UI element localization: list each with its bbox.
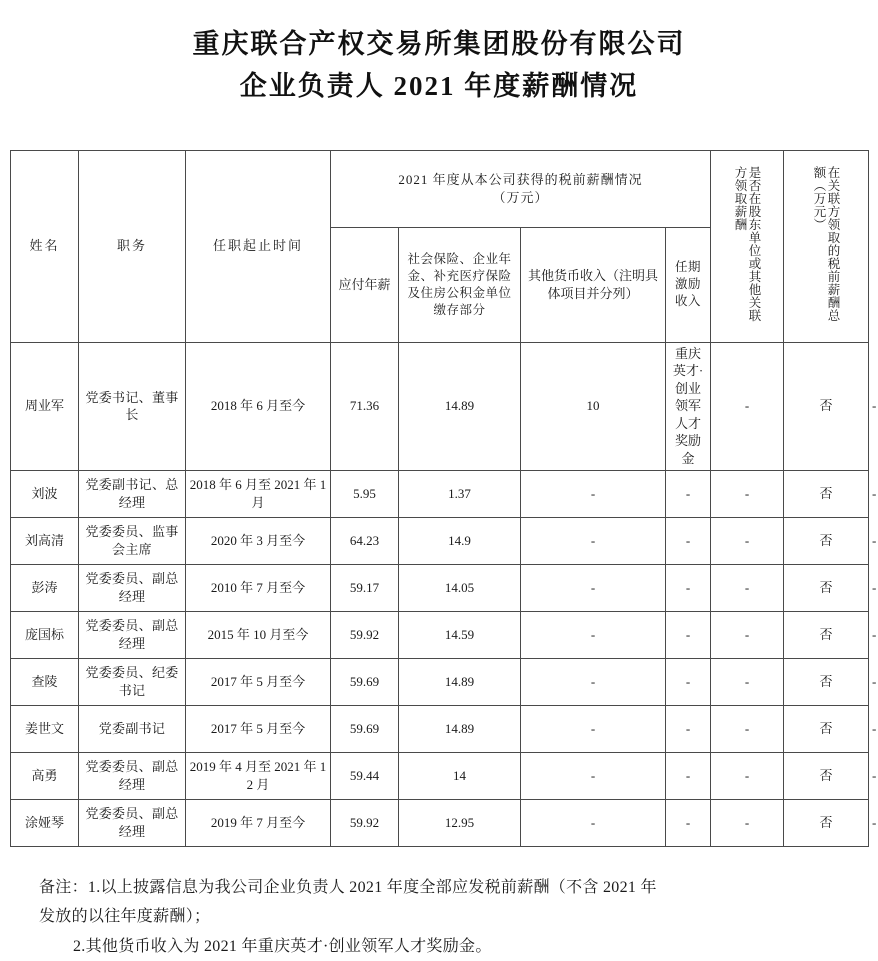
cell-period: 2017 年 5 月至今	[186, 658, 331, 705]
header-period: 任职起止时间	[186, 150, 331, 342]
header-row-group	[11, 150, 869, 227]
table-row: 刘波 党委副书记、总经理 2018 年 6 月至 2021 年 1 月 5.95 1.37 - - - 否 -	[11, 470, 869, 517]
cell-name: 刘高清	[11, 517, 79, 564]
cell-other-income-note: 重庆英才·创业领军人才奖励金	[666, 342, 711, 470]
cell-position: 党委委员、副总经理	[79, 564, 186, 611]
title-line-company: 重庆联合产权交易所集团股份有限公司	[192, 29, 686, 59]
cell-social-insurance: 14.05	[399, 564, 521, 611]
cell-other-income-note: -	[666, 470, 711, 517]
cell-related-party-yn: 否	[784, 799, 869, 846]
cell-social-insurance: 14.89	[399, 342, 521, 470]
cell-name: 庞国标	[11, 611, 79, 658]
cell-position: 党委委员、纪委书记	[79, 658, 186, 705]
compensation-table-container	[10, 108, 877, 847]
cell-related-party-yn: 否	[784, 611, 869, 658]
cell-related-party-yn: 否	[784, 342, 869, 470]
header-group-pretax-label: 2021 年度从本公司获得的税前薪酬情况	[398, 172, 643, 188]
table-row: 庞国标 党委委员、副总经理 2015 年 10 月至今 59.92 14.59 - - - 否 -	[11, 611, 869, 658]
cell-annual-salary: 59.17	[331, 564, 399, 611]
cell-tenure-incentive: -	[711, 658, 784, 705]
cell-name: 查陵	[11, 658, 79, 705]
header-group-unit-label: （万元）	[492, 189, 549, 205]
header-related-party-amount: 在关联方领取的税前薪酬总额（万元）	[784, 150, 869, 342]
cell-annual-salary: 64.23	[331, 517, 399, 564]
table-row: 刘高清 党委委员、监事会主席 2020 年 3 月至今 64.23 14.9 - - - 否 -	[11, 517, 869, 564]
cell-related-party-yn: 否	[784, 658, 869, 705]
cell-name: 彭涛	[11, 564, 79, 611]
table-row: 姜世文 党委副书记 2017 年 5 月至今 59.69 14.89 - - - 否 -	[11, 705, 869, 752]
cell-other-income-note: -	[666, 752, 711, 799]
header-tenure-incentive: 任期激励收入	[666, 227, 711, 342]
header-related-party-yn: 是否在股东单位或其他关联方领取薪酬	[711, 150, 784, 342]
table-row: 查陵 党委委员、纪委书记 2017 年 5 月至今 59.69 14.89 - - - 否 -	[11, 658, 869, 705]
cell-tenure-incentive: -	[711, 799, 784, 846]
cell-position: 党委书记、董事长	[79, 342, 186, 470]
cell-period: 2020 年 3 月至今	[186, 517, 331, 564]
cell-tenure-incentive: -	[711, 564, 784, 611]
cell-tenure-incentive: -	[711, 752, 784, 799]
title-line-subject: 企业负责人 2021 年度薪酬情况	[239, 70, 639, 101]
cell-period: 2010 年 7 月至今	[186, 564, 331, 611]
cell-annual-salary: 59.69	[331, 658, 399, 705]
table-row: 涂娅琴 党委委员、副总经理 2019 年 7 月至今 59.92 12.95 - - - 否 -	[11, 799, 869, 846]
header-group-pretax-compensation	[331, 150, 711, 227]
table-row: 周业军 党委书记、董事长 2018 年 6 月至今 71.36 14.89 10 重庆英才·创业领军人才奖励金 - 否 -	[11, 342, 869, 470]
cell-period: 2018 年 6 月至 2021 年 1 月	[186, 470, 331, 517]
table-row: 彭涛 党委委员、副总经理 2010 年 7 月至今 59.17 14.05 - - - 否 -	[11, 564, 869, 611]
cell-position: 党委委员、监事会主席	[79, 517, 186, 564]
cell-annual-salary: 59.69	[331, 705, 399, 752]
footnote-line-1: 备注：1.以上披露信息为我公司企业负责人 2021 年度全部应发税前薪酬（不含 2021 年	[39, 878, 657, 896]
cell-social-insurance: 12.95	[399, 799, 521, 846]
header-position: 职务	[79, 150, 186, 342]
cell-social-insurance: 14.9	[399, 517, 521, 564]
cell-other-income-note: -	[666, 799, 711, 846]
cell-other-income: -	[521, 705, 666, 752]
cell-other-income: -	[521, 658, 666, 705]
compensation-table	[10, 150, 877, 847]
cell-annual-salary: 71.36	[331, 342, 399, 470]
cell-social-insurance: 14.89	[399, 705, 521, 752]
cell-social-insurance: 14.89	[399, 658, 521, 705]
cell-period: 2015 年 10 月至今	[186, 611, 331, 658]
header-social-insurance: 社会保险、企业年金、补充医疗保险及住房公积金单位缴存部分	[399, 227, 521, 342]
cell-tenure-incentive: -	[711, 517, 784, 564]
cell-other-income-note: -	[666, 564, 711, 611]
cell-other-income: 10	[521, 342, 666, 470]
cell-annual-salary: 59.92	[331, 799, 399, 846]
cell-name: 涂娅琴	[11, 799, 79, 846]
cell-social-insurance: 14	[399, 752, 521, 799]
cell-other-income-note: -	[666, 517, 711, 564]
cell-period: 2019 年 7 月至今	[186, 799, 331, 846]
cell-related-party-yn: 否	[784, 564, 869, 611]
header-name: 姓名	[11, 150, 79, 342]
cell-period: 2018 年 6 月至今	[186, 342, 331, 470]
cell-tenure-incentive: -	[711, 611, 784, 658]
table-row: 高勇 党委委员、副总经理 2019 年 4 月至 2021 年 12 月 59.44 14 - - - 否 -	[11, 752, 869, 799]
cell-related-party-yn: 否	[784, 705, 869, 752]
cell-other-income: -	[521, 799, 666, 846]
table-body	[11, 342, 877, 846]
cell-tenure-incentive: -	[711, 470, 784, 517]
cell-name: 刘波	[11, 470, 79, 517]
header-annual-salary: 应付年薪	[331, 227, 399, 342]
table-header	[11, 150, 869, 342]
footnote-line-3: 2.其他货币收入为 2021 年重庆英才·创业领军人才奖励金。	[73, 937, 492, 955]
cell-other-income-note: -	[666, 705, 711, 752]
header-other-income: 其他货币收入（注明具体项目并分列）	[521, 227, 666, 342]
cell-position: 党委委员、副总经理	[79, 611, 186, 658]
cell-related-party-yn: 否	[784, 470, 869, 517]
cell-period: 2017 年 5 月至今	[186, 705, 331, 752]
cell-other-income-note: -	[666, 611, 711, 658]
cell-name: 姜世文	[11, 705, 79, 752]
cell-annual-salary: 59.92	[331, 611, 399, 658]
cell-tenure-incentive: -	[711, 705, 784, 752]
cell-other-income: -	[521, 611, 666, 658]
cell-other-income: -	[521, 470, 666, 517]
cell-annual-salary: 5.95	[331, 470, 399, 517]
cell-position: 党委委员、副总经理	[79, 752, 186, 799]
footnotes	[39, 847, 839, 961]
cell-related-party-yn: 否	[784, 752, 869, 799]
cell-position: 党委副书记	[79, 705, 186, 752]
cell-other-income: -	[521, 752, 666, 799]
cell-other-income: -	[521, 564, 666, 611]
cell-other-income: -	[521, 517, 666, 564]
cell-name: 周业军	[11, 342, 79, 470]
cell-tenure-incentive: -	[711, 342, 784, 470]
cell-position: 党委副书记、总经理	[79, 470, 186, 517]
cell-annual-salary: 59.44	[331, 752, 399, 799]
cell-social-insurance: 14.59	[399, 611, 521, 658]
cell-position: 党委委员、副总经理	[79, 799, 186, 846]
cell-social-insurance: 1.37	[399, 470, 521, 517]
page-title	[0, 0, 878, 108]
cell-other-income-note: -	[666, 658, 711, 705]
cell-related-party-yn: 否	[784, 517, 869, 564]
cell-name: 高勇	[11, 752, 79, 799]
cell-period: 2019 年 4 月至 2021 年 12 月	[186, 752, 331, 799]
footnote-line-2: 发放的以往年度薪酬）；	[39, 908, 211, 926]
